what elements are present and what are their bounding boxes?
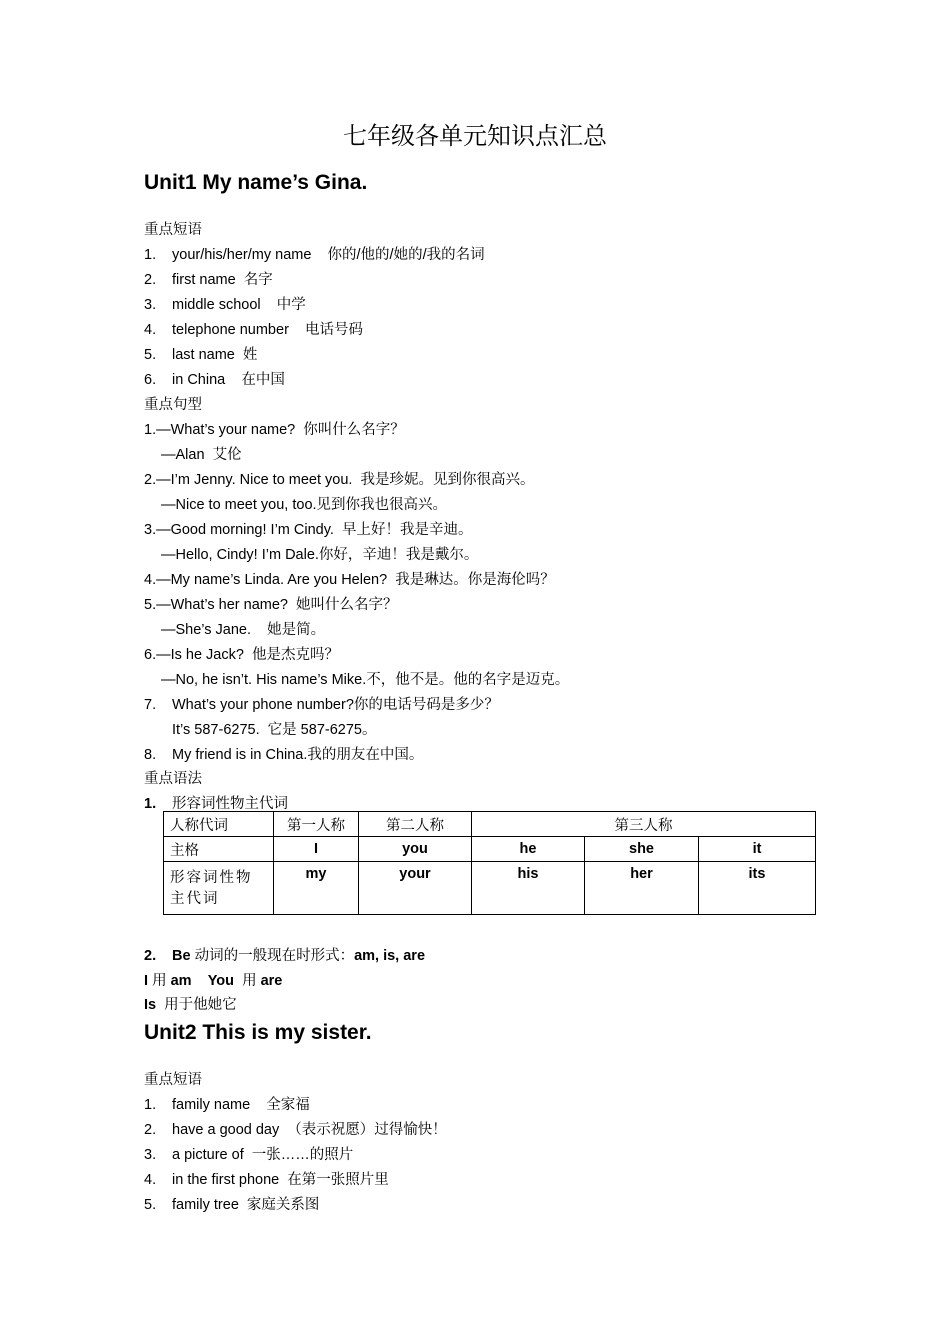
- be-are: are: [260, 973, 283, 989]
- table-header-cell: 第一人称: [274, 812, 359, 837]
- item-number: 4.: [144, 1172, 157, 1188]
- table-cell: 主格: [164, 837, 274, 862]
- item-text: in China 在中国: [172, 372, 285, 388]
- sentence-text: —Nice to meet you, too.见到你我也很高兴。: [161, 497, 448, 513]
- unit1-phrases-label: 重点短语: [144, 222, 202, 238]
- be-am: am: [170, 973, 192, 989]
- grammar-line: [144, 969, 282, 990]
- item-text: last name 姓: [172, 347, 258, 363]
- item-number: 2.: [144, 272, 157, 288]
- item-number: 2.: [144, 1122, 157, 1138]
- item-text: have a good day （表示祝愿）过得愉快！: [172, 1122, 447, 1138]
- list-item: [144, 343, 257, 364]
- table-header-cell: 第三人称: [472, 812, 816, 837]
- sentence-line: 4.—My name’s Linda. Are you Helen? 我是琳达。你是海伦吗？: [144, 572, 555, 588]
- item-text: family tree 家庭关系图: [172, 1197, 320, 1213]
- sentence-text: What’s your phone number?你的电话号码是多少？: [172, 697, 499, 713]
- list-item: [144, 318, 363, 339]
- table-cell: her: [585, 862, 699, 915]
- sentence-line: 3.—Good morning! I’m Cindy. 早上好！我是辛迪。: [144, 522, 473, 538]
- table-cell: he: [472, 837, 585, 862]
- item-text: in the first phone 在第一张照片里: [172, 1172, 389, 1188]
- sentence-line: 5.—What’s her name? 她叫什么名字？: [144, 597, 398, 613]
- table-cell: I: [274, 837, 359, 862]
- sentence-line: 2.—I’m Jenny. Nice to meet you. 我是珍妮。见到你很高兴。: [144, 472, 535, 488]
- item-number: 6.: [144, 372, 157, 388]
- page-title: 七年级各单元知识点汇总: [343, 122, 607, 150]
- table-cell: my: [274, 862, 359, 915]
- table-cell: it: [699, 837, 816, 862]
- item-text: first name 名字: [172, 272, 273, 288]
- table-header-row: [164, 812, 816, 837]
- pronoun-you: You: [207, 973, 234, 989]
- pronoun-i: I: [144, 973, 149, 989]
- item-number: 5.: [144, 1197, 157, 1213]
- list-item: [144, 243, 485, 264]
- table-cell: your: [359, 862, 472, 915]
- be-forms: am, is, are: [354, 948, 426, 964]
- item-number: 5.: [144, 347, 157, 363]
- unit1-sentences-label: 重点句型: [144, 397, 202, 413]
- grammar-item: [144, 792, 288, 813]
- list-item: [144, 368, 285, 389]
- sentence-line: [144, 493, 447, 514]
- list-item: [144, 1143, 353, 1164]
- sentence-line: [144, 668, 569, 689]
- item-number: 1.: [144, 796, 157, 812]
- sentence-line: [144, 543, 478, 564]
- table-cell: she: [585, 837, 699, 862]
- item-number: 2.: [144, 948, 157, 964]
- table-header-cell: 人称代词: [164, 812, 274, 837]
- unit2-heading: Unit2 This is my sister.: [144, 1021, 372, 1044]
- unit1-grammar-label: 重点语法: [144, 771, 202, 787]
- list-item: [144, 293, 306, 314]
- grammar-line: [144, 993, 237, 1014]
- be-label: Be: [172, 948, 191, 964]
- sentence-line: 1.—What’s your name? 你叫什么名字？: [144, 422, 405, 438]
- sentence-text: —She’s Jane. 她是简。: [161, 622, 326, 638]
- list-item: [144, 268, 273, 289]
- pronoun-table: [163, 811, 816, 915]
- list-item: [144, 1168, 389, 1189]
- sentence-text: —Hello, Cindy! I’m Dale.你好，辛迪！我是戴尔。: [161, 547, 479, 563]
- table-row: [164, 837, 816, 862]
- sentence-text: —Alan 艾伦: [161, 447, 242, 463]
- item-number: 4.: [144, 322, 157, 338]
- item-text: family name 全家福: [172, 1097, 310, 1113]
- item-text: 形容词性物主代词: [172, 796, 288, 812]
- table-cell: 形容词性物主代词: [164, 862, 274, 915]
- unit2-phrases-label: 重点短语: [144, 1072, 202, 1088]
- table-cell: its: [699, 862, 816, 915]
- item-number: 3.: [144, 1147, 157, 1163]
- list-item: [144, 1193, 319, 1214]
- be-is: Is: [144, 997, 157, 1013]
- use-text: 用: [152, 973, 167, 989]
- list-item: [144, 1118, 447, 1139]
- sentence-line: [144, 443, 242, 464]
- item-number: 3.: [144, 297, 157, 313]
- item-text: 动词的一般现在时形式：: [194, 948, 355, 964]
- sentence-line: [144, 618, 325, 639]
- grammar-item: [144, 944, 425, 965]
- table-cell: you: [359, 837, 472, 862]
- sentence-line: [144, 743, 423, 764]
- item-number: 7.: [144, 697, 157, 713]
- sentence-text: My friend is in China.我的朋友在中国。: [172, 747, 424, 763]
- use-text: 用于他她它: [164, 997, 237, 1013]
- sentence-line: [144, 718, 376, 739]
- item-text: telephone number 电话号码: [172, 322, 364, 338]
- item-text: a picture of 一张……的照片: [172, 1147, 354, 1163]
- item-text: middle school 中学: [172, 297, 306, 313]
- item-number: 1.: [144, 1097, 157, 1113]
- table-row: [164, 862, 816, 915]
- list-item: [144, 1093, 310, 1114]
- sentence-line: 6.—Is he Jack? 他是杰克吗？: [144, 647, 339, 663]
- table-header-cell: 第二人称: [359, 812, 472, 837]
- sentence-line: [144, 693, 499, 714]
- unit1-heading: Unit1 My name’s Gina.: [144, 171, 368, 194]
- item-number: 8.: [144, 747, 157, 763]
- item-text: your/his/her/my name 你的/他的/她的/我的名词: [172, 247, 485, 263]
- sentence-text: It’s 587-6275. 它是 587-6275。: [172, 722, 377, 738]
- sentence-text: —No, he isn’t. His name’s Mike.不，他不是。他的名字是迈克。: [161, 672, 570, 688]
- use-text: 用: [242, 973, 257, 989]
- table-cell: his: [472, 862, 585, 915]
- item-number: 1.: [144, 247, 157, 263]
